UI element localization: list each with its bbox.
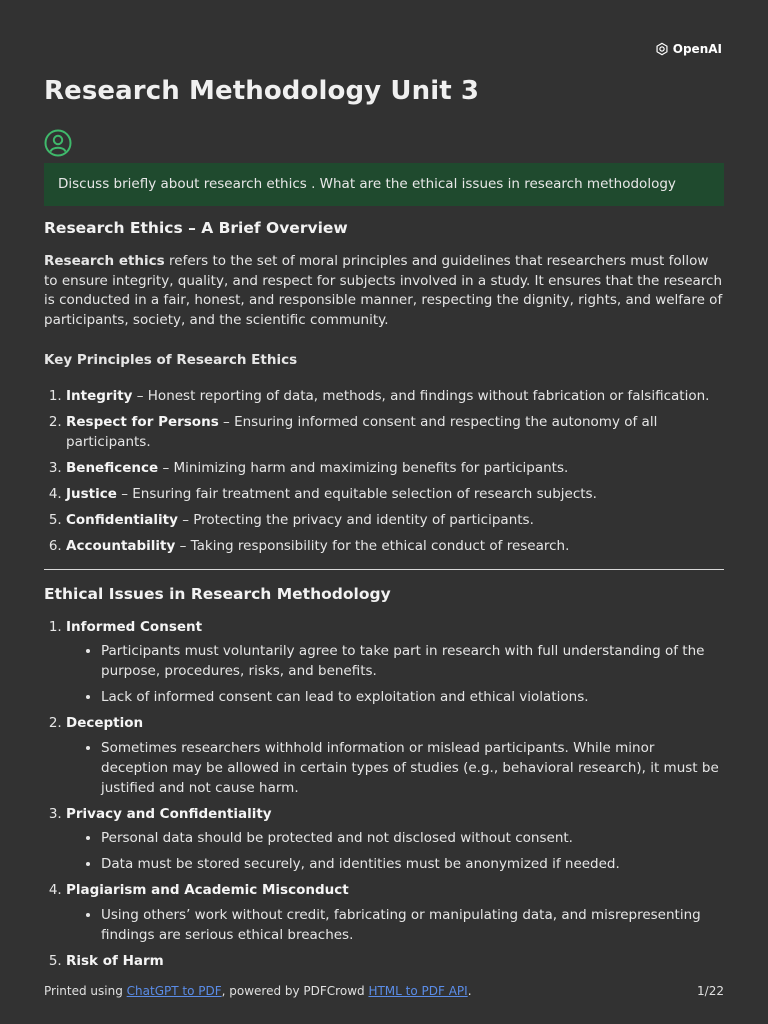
html-to-pdf-api-link[interactable]: HTML to PDF API <box>368 984 468 998</box>
intro-paragraph <box>44 252 724 331</box>
page-number: 1/22 <box>697 984 724 998</box>
bullet-item: • Sometimes researchers withhold information or mislead participants. While minor deception may be allowed in certain types of studies (e.g., behavioral research), it must be justified and not cause harm. <box>101 739 724 798</box>
list-item: 4. Justice – Ensuring fair treatment and equitable selection of research subjects. <box>66 485 724 505</box>
bullet-item: • Data must be stored securely, and identities must be anonymized if needed. <box>101 855 724 875</box>
overview-heading: Research Ethics – A Brief Overview <box>44 219 348 237</box>
sub-list <box>66 906 724 946</box>
footer <box>44 984 724 998</box>
sub-list <box>66 829 724 875</box>
list-item: 1. Integrity – Honest reporting of data, methods, and findings without fabrication or falsification. <box>66 387 724 407</box>
intro-bold: Research ethics <box>44 252 165 269</box>
bullet-item: • Personal data should be protected and not disclosed without consent. <box>101 829 724 849</box>
chatgpt-to-pdf-link[interactable]: ChatGPT to PDF <box>126 984 222 998</box>
list-item: 6. Accountability – Taking responsibility for the ethical conduct of research. <box>66 537 724 557</box>
list-item: 3. Beneficence – Minimizing harm and maximizing benefits for participants. <box>66 459 724 479</box>
page-title: Research Methodology Unit 3 <box>44 76 480 106</box>
footer-credit: Printed using ChatGPT to PDF, powered by PDFCrowd HTML to PDF API. <box>44 984 472 998</box>
list-item: 2. Deception • Sometimes researchers withhold information or mislead participants. While minor deception may be allowed in certain types of studies (e.g., behavioral research), it must be justified and not cause harm. <box>66 714 724 798</box>
sub-list <box>66 739 724 798</box>
user-prompt: Discuss briefly about research ethics . What are the ethical issues in research methodology <box>44 163 724 206</box>
list-item: 4. Plagiarism and Academic Misconduct • Using others’ work without credit, fabricating or manipulating data, and misrepresenting findings are serious ethical breaches. <box>66 881 724 945</box>
list-item: 1. Informed Consent • Participants must voluntarily agree to take part in research with full understanding of the purpose, procedures, risks, and benefits. • Lack of informed consent can lead to exploitation and ethical violations. <box>66 618 724 708</box>
list-item: 5. Confidentiality – Protecting the privacy and identity of participants. <box>66 511 724 531</box>
intro-text: refers to the set of moral principles and guidelines that researchers must follow to ensure integrity, quality, and respect for subjects involved in a study. It ensures that the research is conducted in a fair, honest, and responsible manner, respecting the dignity, rights, and welfare of participants, society, and the scientific community. <box>44 252 723 329</box>
list-item: 2. Respect for Persons – Ensuring informed consent and respecting the autonomy of all participants. <box>66 413 724 453</box>
issues-list <box>44 618 724 972</box>
issues-heading: Ethical Issues in Research Methodology <box>44 584 391 603</box>
sub-list <box>66 642 724 707</box>
list-item: 5. Risk of Harm <box>66 952 724 972</box>
list-item: 3. Privacy and Confidentiality • Personal data should be protected and not disclosed without consent. • Data must be stored securely, and identities must be anonymized if needed. <box>66 805 724 875</box>
brand-name: OpenAI <box>672 42 722 56</box>
principles-list <box>44 387 724 557</box>
openai-logo <box>654 41 722 57</box>
user-avatar-icon <box>44 129 72 157</box>
openai-logo-icon <box>654 41 670 57</box>
bullet-item: • Lack of informed consent can lead to exploitation and ethical violations. <box>101 688 724 708</box>
response-content <box>44 216 724 978</box>
section-divider <box>44 569 724 570</box>
bullet-item: • Using others’ work without credit, fabricating or manipulating data, and misrepresenting findings are serious ethical breaches. <box>101 906 724 946</box>
bullet-item: • Participants must voluntarily agree to take part in research with full understanding of the purpose, procedures, risks, and benefits. <box>101 642 724 682</box>
principles-title: Key Principles of Research Ethics <box>44 351 298 368</box>
